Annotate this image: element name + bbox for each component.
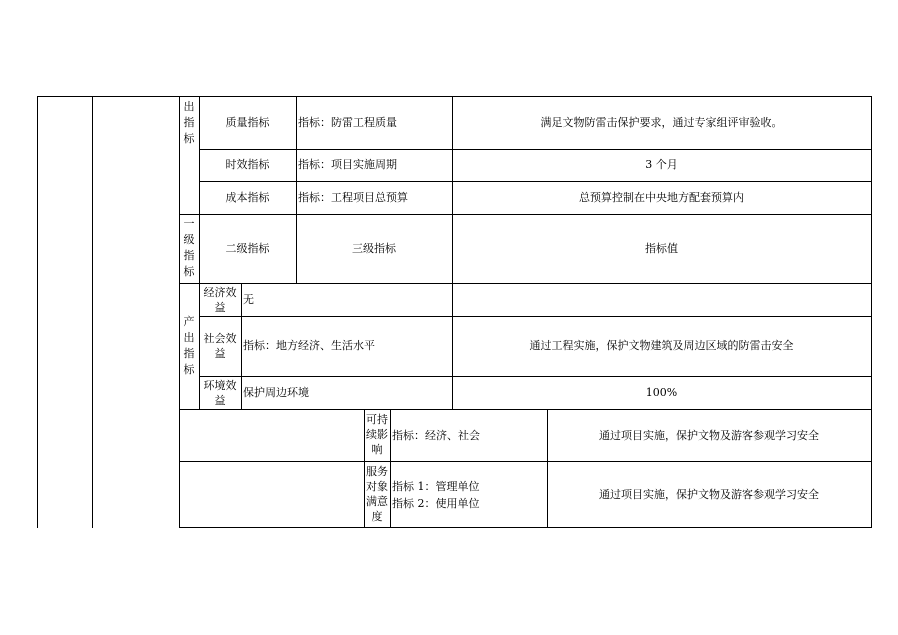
grid-line bbox=[37, 96, 872, 97]
grid-line bbox=[92, 96, 93, 528]
grid-line bbox=[390, 409, 391, 528]
category-service: 服务对象满意度 bbox=[366, 465, 388, 523]
grid-line bbox=[241, 283, 242, 409]
item-time: 指标：项目实施周期 bbox=[298, 158, 397, 171]
grid-line bbox=[364, 409, 365, 528]
group-label-output-top: 出指标 bbox=[183, 100, 195, 145]
group-label-output: 产出指标 bbox=[183, 315, 195, 376]
grid-line bbox=[871, 96, 872, 528]
grid-line bbox=[179, 461, 872, 462]
value-sustain: 通过项目实施，保护文物及游客参观学习安全 bbox=[599, 429, 819, 442]
grid-line bbox=[547, 409, 548, 528]
header-level3: 三级指标 bbox=[352, 242, 396, 255]
grid-line bbox=[37, 96, 38, 528]
item-service-1: 指标 1：管理单位 bbox=[392, 480, 480, 493]
grid-line bbox=[199, 316, 872, 317]
value-service: 通过项目实施，保护文物及游客参观学习安全 bbox=[599, 488, 819, 501]
grid-line bbox=[199, 149, 872, 150]
value-social: 通过工程实施，保护文物建筑及周边区域的防雷击安全 bbox=[529, 339, 794, 352]
value-environment: 100% bbox=[645, 386, 678, 399]
grid-line bbox=[179, 96, 180, 528]
grid-line bbox=[179, 283, 872, 284]
category-sustain: 可持续影响 bbox=[366, 413, 388, 456]
item-quality: 指标：防雷工程质量 bbox=[298, 116, 397, 129]
category-environment: 环境效益 bbox=[203, 379, 237, 407]
grid-line bbox=[199, 181, 872, 182]
grid-line bbox=[199, 376, 872, 377]
header-level2: 二级指标 bbox=[225, 242, 270, 255]
grid-line bbox=[179, 409, 872, 410]
item-cost: 指标：工程项目总预算 bbox=[298, 191, 408, 204]
category-time: 时效指标 bbox=[225, 158, 270, 171]
header-level1: 一级指标 bbox=[183, 217, 195, 278]
item-environment: 保护周边环境 bbox=[243, 386, 309, 399]
category-social: 社会效益 bbox=[203, 332, 237, 360]
item-social: 指标：地方经济、生活水平 bbox=[243, 339, 375, 352]
category-economic: 经济效益 bbox=[203, 286, 237, 314]
category-cost: 成本指标 bbox=[225, 191, 270, 204]
value-quality: 满足文物防雷击保护要求，通过专家组评审验收。 bbox=[540, 116, 783, 129]
grid-line bbox=[179, 527, 872, 528]
item-economic: 无 bbox=[243, 293, 254, 306]
item-service-2: 指标 2：使用单位 bbox=[392, 497, 480, 510]
header-value: 指标值 bbox=[645, 242, 678, 255]
value-time: 3 个月 bbox=[645, 158, 678, 171]
grid-line bbox=[179, 214, 872, 215]
item-sustain: 指标：经济、社会 bbox=[392, 429, 480, 442]
category-quality: 质量指标 bbox=[225, 116, 270, 129]
value-cost: 总预算控制在中央地方配套预算内 bbox=[579, 191, 744, 204]
